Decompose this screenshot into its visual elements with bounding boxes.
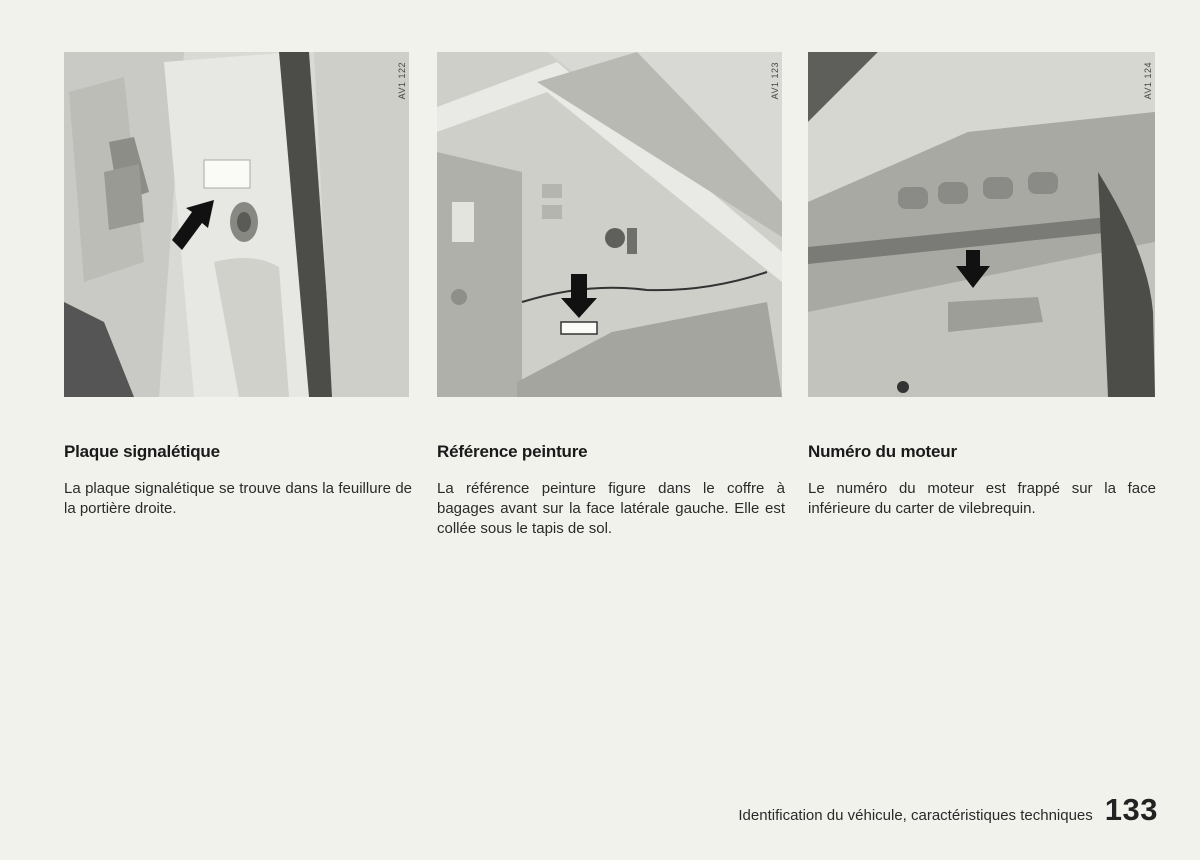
page-number: 133	[1104, 792, 1158, 827]
section-heading: Référence peinture	[437, 442, 588, 461]
luggage-compartment-illustration	[437, 52, 782, 397]
section-body: La référence peinture figure dans le coffre à bagages avant sur la face latérale gauche. Elle est collée sous le tapis de sol.	[437, 480, 785, 537]
section-heading: Plaque signalétique	[64, 442, 220, 461]
section-body: Le numéro du moteur est frappé sur la face inférieure du carter de vilebrequin.	[808, 480, 1156, 517]
door-jamb-photo	[64, 52, 409, 397]
section-engine-number	[808, 442, 1156, 519]
figure-code: AV1 124	[1143, 62, 1153, 100]
section-body: La plaque signalétique se trouve dans la feuillure de la portière droite.	[64, 480, 412, 517]
page-footer	[738, 792, 1158, 828]
section-nameplate	[64, 442, 412, 519]
figure-code: AV1 122	[397, 62, 407, 100]
engine-crankcase-illustration	[808, 52, 1155, 397]
chapter-title: Identification du véhicule, caractéristiques techniques	[738, 807, 1093, 824]
section-heading: Numéro du moteur	[808, 442, 957, 461]
figure-code: AV1 123	[770, 62, 780, 100]
engine-crankcase-photo	[808, 52, 1155, 397]
section-paint-reference	[437, 442, 785, 539]
door-jamb-illustration	[64, 52, 409, 397]
luggage-compartment-photo	[437, 52, 782, 397]
